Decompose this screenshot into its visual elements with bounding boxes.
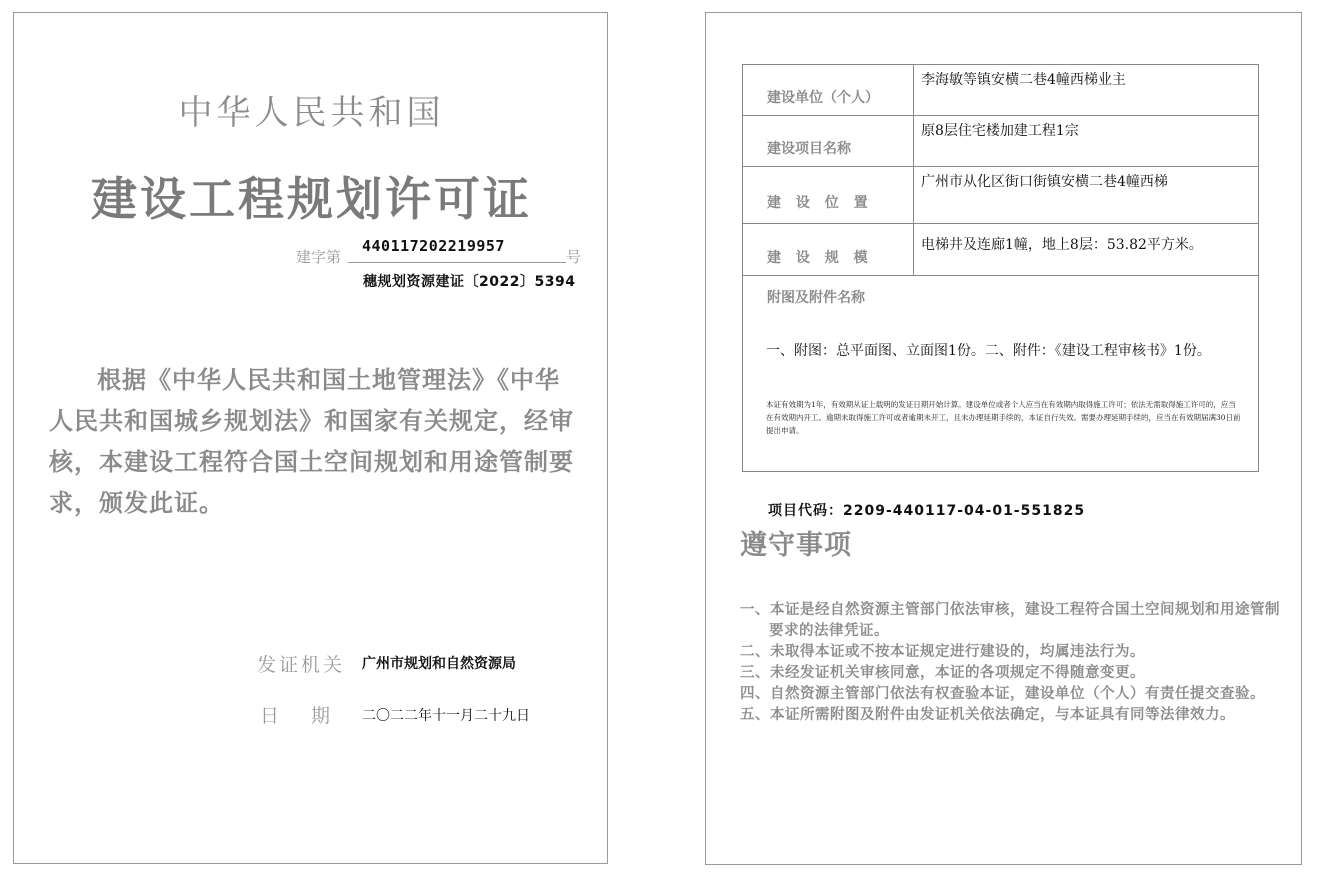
list-item: 四、自然资源主管部门依法有权查验本证，建设单位（个人）有责任提交查验。 [740, 686, 1265, 702]
row-label: 建设项目名称 [743, 116, 914, 167]
certificate-reference: 穗规划资源建证〔2022〕5394 [363, 274, 576, 290]
attachments-label: 附图及附件名称 [767, 290, 865, 306]
row-value: 原8层住宅楼加建工程1宗 [914, 116, 1259, 167]
validity-notice: 本证有效期为1年，有效期从证上载明的发证日期开始计算。建设单位或者个人应当在有效期内取得施工许可；依法无需取得施工许可的，应当在有效期内开工。逾期未取得施工许可或者逾期未开工，且未办理延期手续的，本证自行失效。需要办理延期手续的，应当在有效期届满30日前提出申请。 [766, 400, 1241, 435]
project-code: 项目代码：2209-440117-04-01-551825 [768, 503, 1086, 519]
attachments-cell [743, 276, 1259, 472]
row-label: 建 设 位 置 [743, 167, 914, 224]
table-row [743, 276, 1259, 472]
certificate-title: 建设工程规划许可证 [91, 172, 532, 226]
table-row [743, 224, 1259, 276]
certificate-number-suffix: 号 [566, 248, 582, 266]
certificate-number: 440117202219957 [362, 237, 505, 255]
row-label: 建设单位（个人） [743, 65, 914, 116]
date-label: 日期 [260, 705, 363, 727]
certificate-number-label: 建字第 [296, 248, 342, 266]
issue-date: 二〇二二年十一月二十九日 [362, 708, 530, 724]
row-label: 建 设 规 模 [743, 224, 914, 276]
certificate-back-page [705, 12, 1302, 865]
attachments-text: 一、附图：总平面图、立面图1份。二、附件：《建设工程审核书》1份。 [766, 343, 1211, 359]
issuer-value: 广州市规划和自然资源局 [362, 656, 516, 672]
certificate-front-page [13, 12, 608, 864]
table-row [743, 65, 1259, 116]
list-item: 一、本证是经自然资源主管部门依法审核，建设工程符合国土空间规划和用途管制要求的法律凭证。 [740, 602, 1280, 639]
rules-list [740, 600, 1280, 726]
table-row [743, 167, 1259, 224]
row-value: 电梯井及连廊1幢，地上8层：53.82平方米。 [914, 224, 1259, 276]
list-item: 五、本证所需附图及附件由发证机关依法确定，与本证具有同等法律效力。 [740, 707, 1235, 723]
project-info-table [742, 64, 1259, 472]
list-item: 二、未取得本证或不按本证规定进行建设的，均属违法行为。 [740, 644, 1145, 660]
preamble-text: 根据《中华人民共和国土地管理法》《中华人民共和国城乡规划法》和国家有关规定，经审核，本建设工程符合国土空间规划和用途管制要求，颁发此证。 [49, 366, 574, 517]
certificate-number-underline [348, 262, 566, 263]
row-value: 李海敏等镇安横二巷4幢西梯业主 [914, 65, 1259, 116]
issuer-label: 发证机关 [257, 654, 346, 676]
row-value: 广州市从化区街口街镇安横二巷4幢西梯 [914, 167, 1259, 224]
table-row [743, 116, 1259, 167]
country-title: 中华人民共和国 [178, 93, 445, 133]
list-item: 三、未经发证机关审核同意，本证的各项规定不得随意变更。 [740, 665, 1145, 681]
rules-title: 遵守事项 [740, 530, 852, 561]
